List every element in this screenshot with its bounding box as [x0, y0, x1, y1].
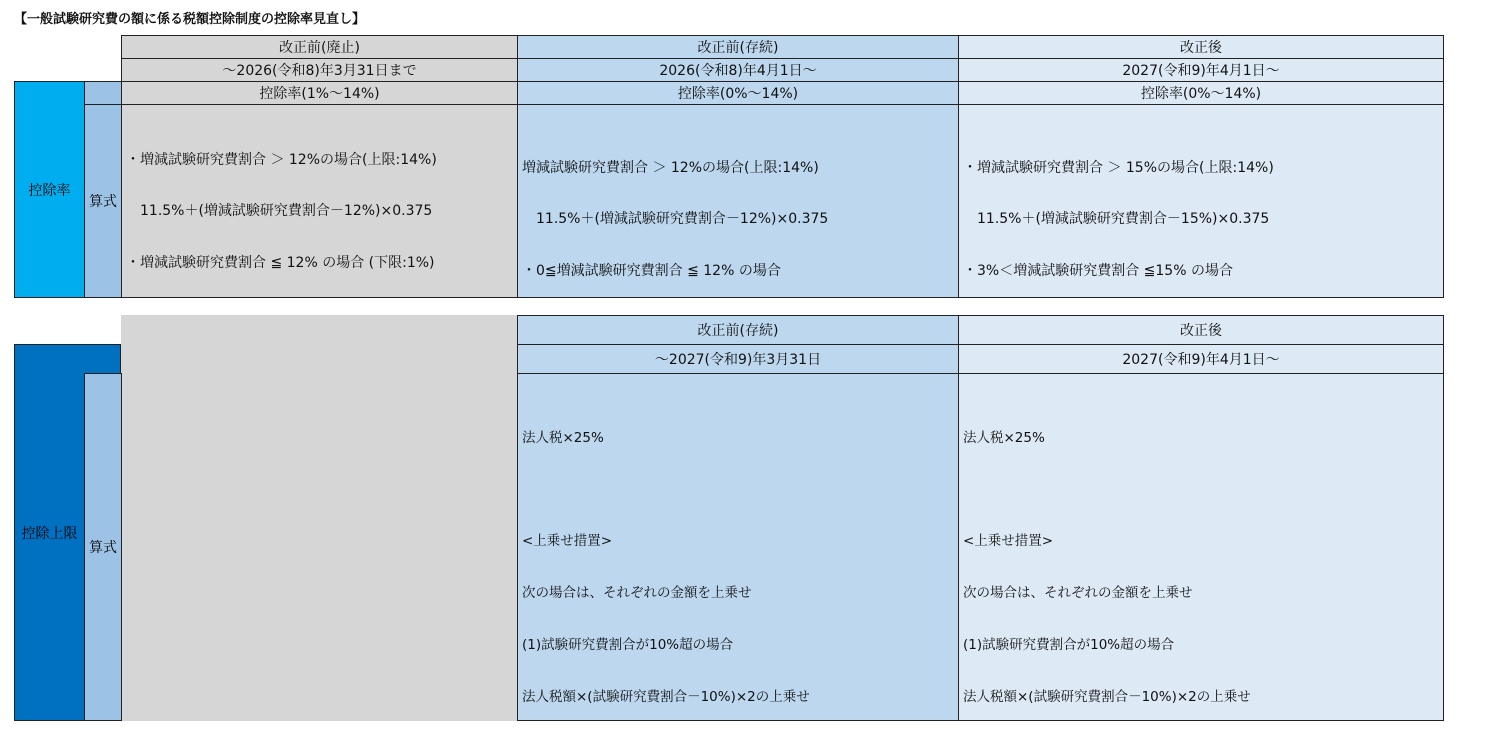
t2-row-label: 控除上限 — [21, 525, 78, 542]
t2-col2-formula — [958, 373, 1444, 721]
formula-line: <上乗せ措置> — [963, 533, 1054, 550]
t1-col1-header: 改正前(廃止) — [121, 35, 518, 59]
t1-sub-label: 算式 — [84, 104, 122, 298]
t1-col3-period: 2027(令和9)年4月1日～ — [958, 58, 1444, 82]
formula-line: (1)試験研究費割合が10%超の場合 — [963, 637, 1175, 654]
formula-line — [522, 481, 954, 498]
formula-line: ・0≦増減試験研究費割合 ≦ 12% の場合 — [522, 263, 781, 280]
t1-col3-formula — [958, 104, 1444, 298]
t2-col2-header: 改正後 — [958, 315, 1444, 345]
t2-gray-panel — [121, 315, 518, 721]
t1-col3-rate: 控除率(0%～14%) — [958, 81, 1444, 105]
t1-col1-formula — [121, 104, 518, 298]
formula-line: 法人税×25% — [963, 429, 1045, 446]
formula-line: 次の場合は、それぞれの金額を上乗せ — [522, 585, 752, 602]
formula-line: (1)試験研究費割合が10%超の場合 — [522, 637, 734, 654]
formula-line: 11.5%＋(増減試験研究費割合－12%)×0.375 — [522, 211, 829, 228]
t1-col1-rate: 控除率(1%～14%) — [121, 81, 518, 105]
formula-line: ・増減試験研究費割合 ＞ 15%の場合(上限:14%) — [963, 159, 1274, 176]
t1-col3-header: 改正後 — [958, 35, 1444, 59]
formula-line: 法人税額×(試験研究費割合－10%)×2の上乗せ — [522, 689, 810, 706]
t1-col2-period: 2026(令和8)年4月1日～ — [517, 58, 959, 82]
formula-line: 11.5%＋(増減試験研究費割合－12%)×0.375 — [126, 203, 433, 220]
formula-line: ・増減試験研究費割合 ≦ 12% の場合 (下限:1%) — [126, 255, 435, 272]
t2-col1-period: ～2027(令和9)年3月31日 — [517, 344, 959, 374]
t1-col2-header: 改正前(存続) — [517, 35, 959, 59]
t1-col1-period: ～2026(令和8)年3月31日まで — [121, 58, 518, 82]
t2-col1-formula — [517, 373, 959, 721]
t1-col2-formula — [517, 104, 959, 298]
formula-line: 次の場合は、それぞれの金額を上乗せ — [963, 585, 1193, 602]
t1-rate-spacer — [84, 81, 122, 105]
t2-col2-period: 2027(令和9)年4月1日～ — [958, 344, 1444, 374]
formula-line: 法人税額×(試験研究費割合－10%)×2の上乗せ — [963, 689, 1251, 706]
t2-col1-header: 改正前(存続) — [517, 315, 959, 345]
formula-line: <上乗せ措置> — [522, 533, 613, 550]
formula-line: 法人税×25% — [522, 429, 604, 446]
t1-row-label: 控除率 — [14, 81, 85, 298]
formula-line: ・増減試験研究費割合 ＞ 12%の場合(上限:14%) — [126, 151, 437, 168]
formula-line: 11.5%＋(増減試験研究費割合－15%)×0.375 — [963, 211, 1270, 228]
formula-line: 増減試験研究費割合 ＞ 12%の場合(上限:14%) — [522, 159, 819, 176]
t2-sub-label: 算式 — [84, 373, 122, 721]
t1-col2-rate: 控除率(0%～14%) — [517, 81, 959, 105]
formula-line — [963, 481, 1439, 498]
page-title: 【一般試験研究費の額に係る税額控除制度の控除率見直し】 — [14, 12, 366, 27]
formula-line: ・3%＜増減試験研究費割合 ≦15% の場合 — [963, 263, 1233, 280]
